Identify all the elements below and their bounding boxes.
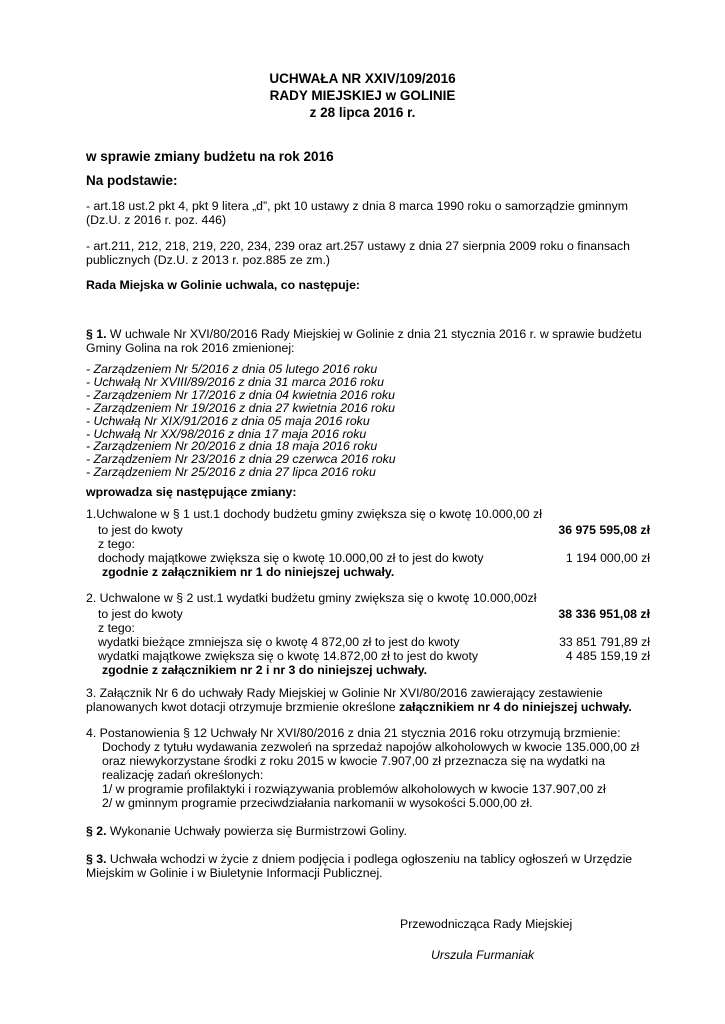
capital-expense-value: 4 485 159,19 zł [565,649,650,663]
amendments-list [86,363,396,479]
income-total-value: 36 975 595,08 zł [558,523,650,537]
list-item: - Zarządzeniem Nr 19/2016 z dnia 27 kwietnia 2016 roku [86,400,395,415]
point-1: 1.Uchwalone w § 1 ust.1 dochody budżetu gminy zwiększa się o kwotę 10.000,00 zł to jest do kwoty 36 975 595,08 zł z tego: dochody majątkowe zwiększa się o kwotę 10.000,00 zł to jest do kwoty 1 194 000,00 zł zgodnie z załącznikiem nr 1 do niniejszej uchwały. [86,507,650,579]
resolution-number: UCHWAŁA NR XXIV/109/2016 [269,71,456,86]
section-mark: § 1. [86,327,107,341]
list-item: - Zarządzeniem Nr 5/2016 z dnia 05 lutego 2016 roku [86,362,378,376]
capital-income-value: 1 194 000,00 zł [565,551,650,565]
point-3: 3. Załącznik Nr 6 do uchwały Rady Miejskiej w Golinie Nr XVI/80/2016 zawierający zestawienie planowanych kwot dotacji otrzymuje brzmienie określone załącznikiem nr 4 do niniejszej uchwały. [86,686,632,714]
resolution-header [0,70,725,121]
section-2: § 2. Wykonanie Uchwały powierza się Burmistrzowi Goliny. [86,824,407,838]
list-item: - Zarządzeniem Nr 20/2016 z dnia 18 maja 2016 roku [86,439,378,454]
list-item: - Zarządzeniem Nr 25/2016 z dnia 27 lipca 2016 roku [86,465,376,480]
legal-basis-item-1: - art.18 ust.2 pkt 4, pkt 9 litera „d”, pkt 10 ustawy z dnia 8 marca 1990 roku o samorządzie gminnym (Dz.U. z 2016 r. poz. 446) [86,199,628,227]
legal-basis-heading: Na podstawie: [86,173,178,188]
current-expense-value: 33 851 791,89 zł [559,635,650,649]
changes-intro: wprowadza się następujące zmiany: [86,485,297,499]
list-item: - Zarządzeniem Nr 17/2016 z dnia 04 kwietnia 2016 roku [86,387,395,402]
section-mark: § 2. [86,824,107,838]
list-item: - Zarządzeniem Nr 23/2016 z dnia 29 czerwca 2016 roku [86,452,396,467]
section-1: § 1. W uchwale Nr XVI/80/2016 Rady Miejskiej w Golinie z dnia 21 stycznia 2016 r. w sprawie budżetu Gminy Golina na rok 2016 zmienionej: [86,327,642,355]
expense-total-value: 38 336 951,08 zł [558,607,650,621]
section-3: § 3. Uchwała wchodzi w życie z dniem podjęcia i podlega ogłoszeniu na tablicy ogłoszeń w Urzędzie Miejskim w Golinie i w Biuletynie Informacji Publicznej. [86,852,633,880]
council-name: RADY MIEJSKIEJ w GOLINIE [269,88,456,103]
resolution-date: z 28 lipca 2016 r. [309,105,416,120]
signatory-name: Urszula Furmaniak [431,948,535,962]
list-item: - Uchwałą Nr XIX/91/2016 z dnia 05 maja 2016 roku [86,413,370,428]
legal-basis-item-2: - art.211, 212, 218, 219, 220, 234, 239 oraz art.257 ustawy z dnia 27 sierpnia 2009 roku o finansach publicznych (Dz.U. z 2013 r. poz.885 ze zm.) [86,239,630,267]
list-item: - Uchwałą Nr XX/98/2016 z dnia 17 maja 2016 roku [86,426,367,441]
section-mark: § 3. [86,852,107,866]
resolves-statement: Rada Miejska w Golinie uchwala, co następuje: [86,278,361,292]
resolution-subject: w sprawie zmiany budżetu na rok 2016 [86,149,334,164]
point-2: 2. Uchwalone w § 2 ust.1 wydatki budżetu gminy zwiększa się o kwotę 10.000,00zł to jest do kwoty 38 336 951,08 zł z tego: wydatki bieżące zmniejsza się o kwotę 4 872,00 zł to jest do kwoty 33 851 791,89 zł wydatki majątkowe zwiększa się o kwotę 14.872,00 zł to jest do kwoty 4 485 159,19 zł zgodnie z załącznikiem nr 2 i nr 3 do niniejszej uchwały. [86,591,650,677]
list-item: - Uchwałą Nr XVIII/89/2016 z dnia 31 marca 2016 roku [86,374,385,389]
point-4: 4. Postanowienia § 12 Uchwały Nr XVI/80/2016 z dnia 21 stycznia 2016 roku otrzymują brzmienie: Dochody z tytułu wydawania zezwoleń na sprzedaż napojów alkoholowych w kwocie 135.000,00 zł oraz niewykorzystane środki z roku 2015 w kwocie 7.907,00 zł przeznacza się na wydatki na realizację zadań określonych: 1/ w programie profilaktyki i rozwiązywania problemów alkoholowych w kwocie 137.907,00 zł 2/ w gminnym programie przeciwdziałania narkomanii w wysokości 5.000,00 zł. [86,726,640,810]
signatory-title: Przewodnicząca Rady Miejskiej [400,917,573,931]
